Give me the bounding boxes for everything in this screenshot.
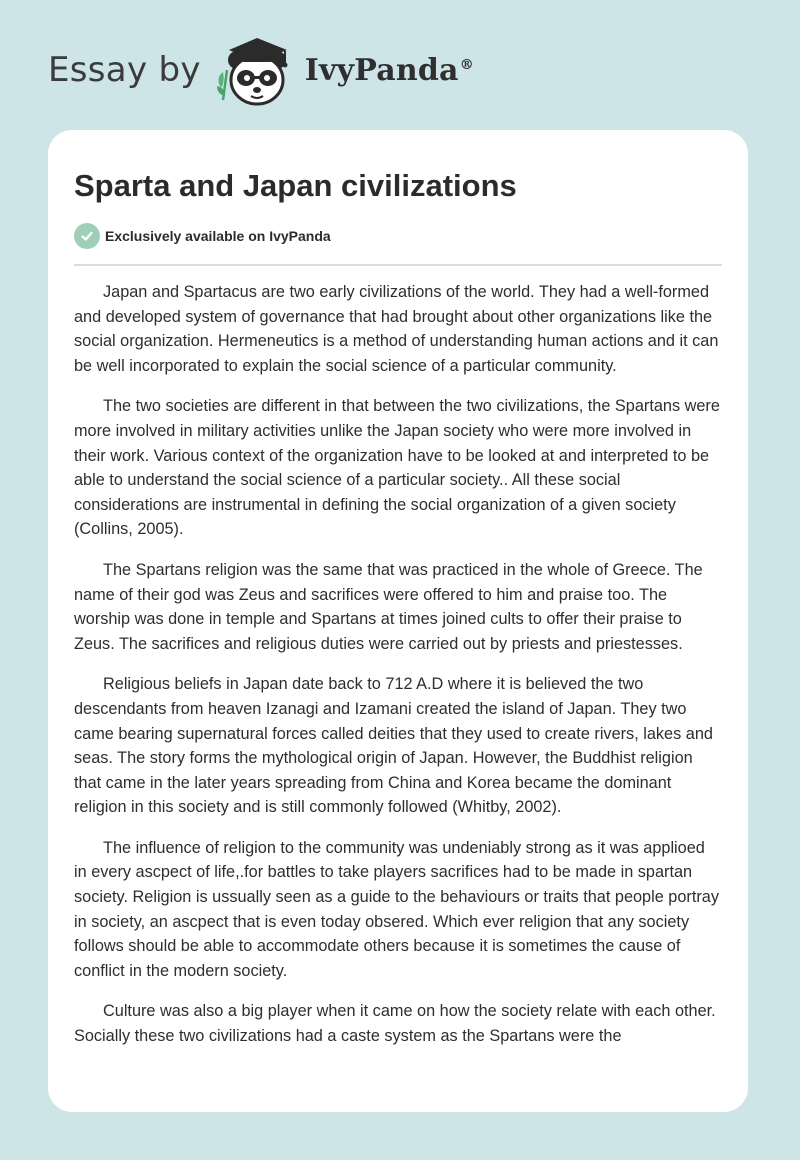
registered-mark: ® (459, 56, 474, 73)
essay-body (74, 266, 722, 1049)
essay-paragraph: The influence of religion to the community was undeniably strong as it was applioed in every ascpect of life,.for battles to take players sacrifices had to be made in spartan society. Religion is ussually seen as a guide to the behaviours or traits that people portray in society, an ascpect that is even today obsered. Which ever religion that any society follows should be able to accommodate others because it is sometimes the cause of conflict in the modern society. (74, 838, 719, 980)
check-icon (74, 223, 100, 249)
brand-prefix: Essay by (48, 50, 201, 90)
brand-header (48, 30, 474, 110)
essay-paragraph: The two societies are different in that between the two civilizations, the Spartans were more involved in military activities unlike the Japan society who were more involved in their work. Various context of the organization have to be looked at and interpreted to be able to understand the social science of a particular society.. All these social considerations are instrumental in defining the social organization of a given society (Collins, 2005). (74, 397, 720, 539)
essay-paragraph: The Spartans religion was the same that was practiced in the whole of Greece. The name of their god was Zeus and sacrifices were offered to him and praise too. The worship was done in temple and Spartans at times joined cults to offer their praise to Zeus. The sacrifices and religious duties were carried out by priests and priestesses. (74, 560, 703, 653)
page-title: Sparta and Japan civilizations (74, 168, 517, 203)
essay-card (48, 130, 748, 1112)
essay-paragraph: Religious beliefs in Japan date back to 712 A.D where it is believed the two descendants from heaven Izanagi and Izamani created the island of Japan. They two came bearing supernatural forces called deities that they used to create rivers, lakes and seas. The story forms the mythological origin of Japan. However, the Buddhist religion that came in the later years spreading from China and Korea became the dominant religion in this society and is still commonly followed (Whitby, 2002). (74, 675, 713, 817)
essay-paragraph: Japan and Spartacus are two early civilizations of the world. They had a well-formed and developed system of governance that had brought about other organizations like the social organization. Hermeneutics is a method of understanding human actions and it can be well incorporated to explain the social science of a particular community. (74, 283, 719, 375)
brand-name: IvyPanda® (304, 52, 474, 88)
exclusive-label: Exclusively available on IvyPanda (105, 228, 331, 244)
essay-paragraph: Culture was also a big player when it came on how the society relate with each other. Socially these two civilizations had a caste system as the Spartans were the (74, 1002, 716, 1046)
panda-logo-icon (211, 30, 301, 110)
exclusive-badge (74, 222, 722, 250)
